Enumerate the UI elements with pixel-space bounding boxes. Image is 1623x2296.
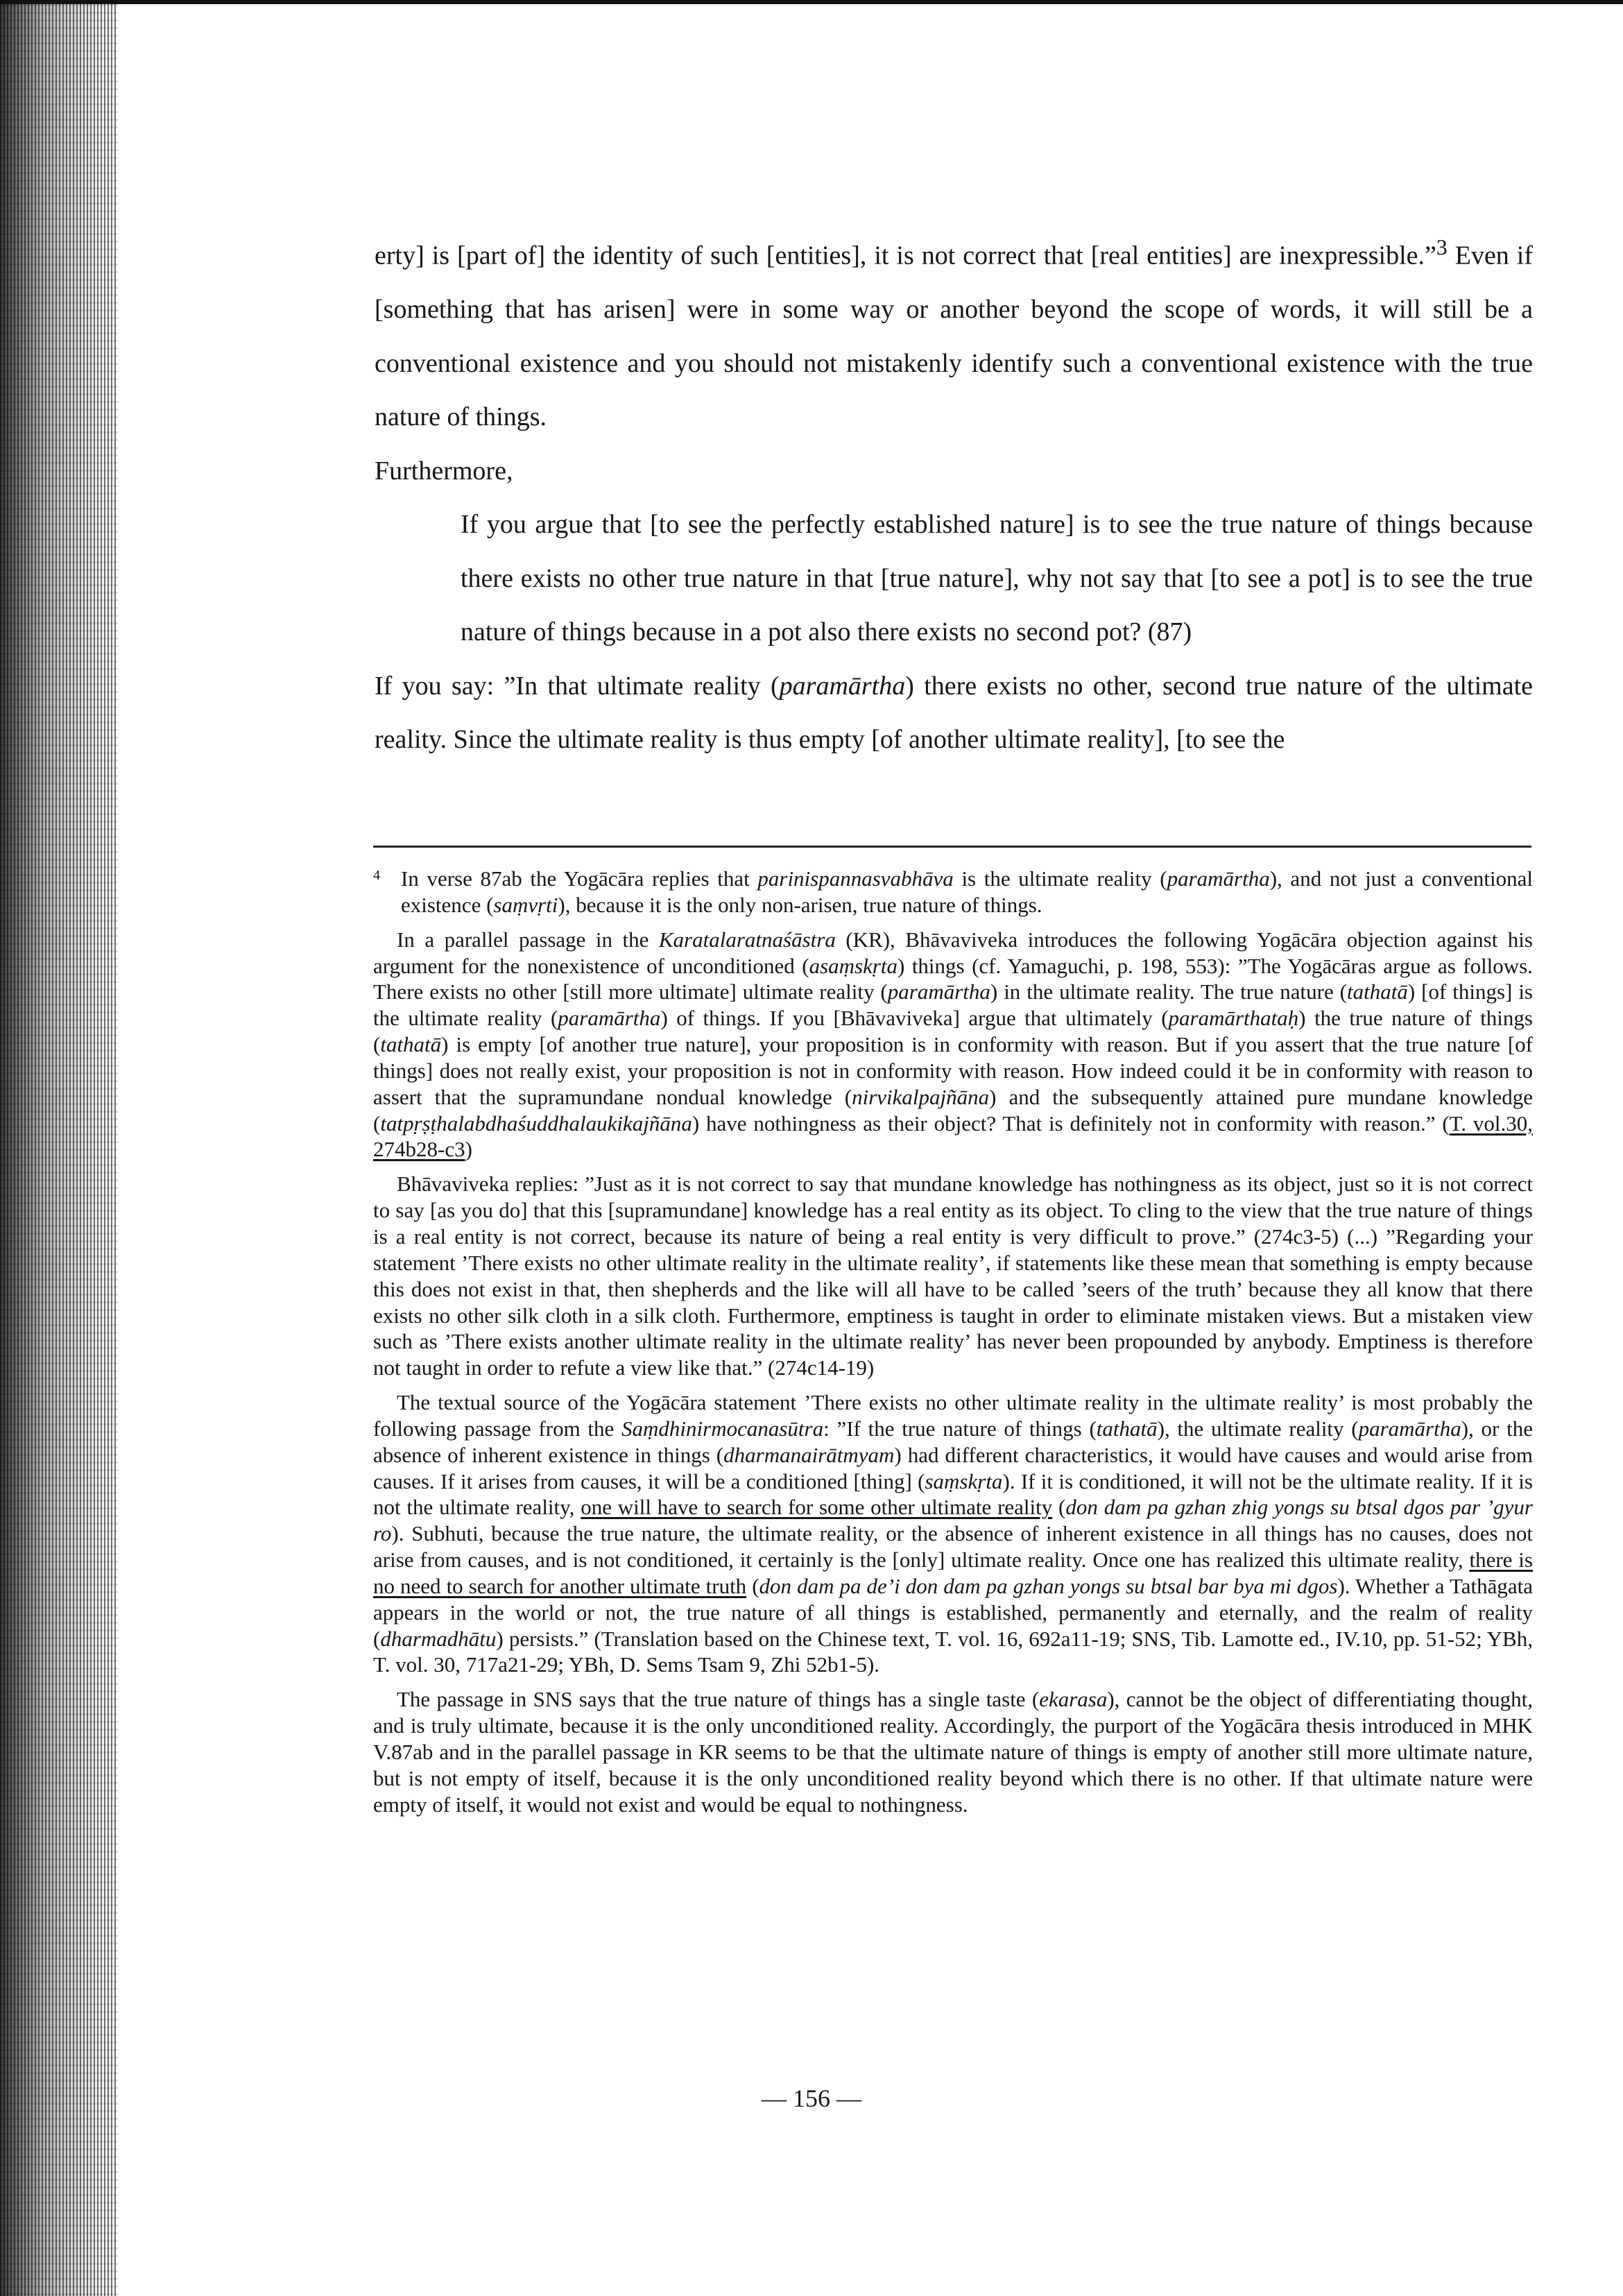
text-run: ) and the subsequently attained pure mundane knowledge ( bbox=[373, 1084, 1533, 1136]
body-paragraph-1 bbox=[375, 221, 1533, 445]
italic-term: parinispannasvabhāva bbox=[757, 866, 954, 891]
footnote-4-bhavaviveka-reply bbox=[373, 1171, 1533, 1381]
text-run: ), because it is the only non-arisen, true nature of things. bbox=[558, 892, 1042, 917]
italic-term: paramārtha bbox=[779, 671, 906, 701]
text-run: ) [of things] is the ultimate reality ( bbox=[373, 979, 1533, 1031]
text-run: ) there exists no other, second true nature of the ultimate reality. Since the ultimate reality is thus empty [of another ultimate reality], [to see the bbox=[375, 671, 1533, 755]
text-run: erty] is [part of] the identity of such [entities], it is not correct that [real entities] are inexpressible.” bbox=[375, 241, 1436, 271]
italic-term: ekarasa bbox=[1039, 1687, 1108, 1712]
text-run: ), and not just a conventional existence ( bbox=[401, 866, 1533, 917]
text-run: The passage in SNS says that the true nature of things has a single taste ( bbox=[397, 1687, 1040, 1712]
italic-term: don dam pa de’i don dam pa gzhan yongs su btsal bar bya mi dgos bbox=[759, 1573, 1338, 1598]
italic-term: tathatā bbox=[1096, 1416, 1158, 1441]
verse-87: If you argue that [to see the perfectly established nature] is to see the true nature of things because there exists no other true nature in that [true nature], why not say that [to see a pot] is to see the true nature of things because in a pot also there exists no second pot? (87) bbox=[461, 510, 1533, 647]
footnote-reference: 3 bbox=[1436, 235, 1448, 259]
body-paragraph-2 bbox=[375, 660, 1533, 767]
italic-term: tathatā bbox=[380, 1032, 442, 1057]
text-run: In a parallel passage in the bbox=[397, 927, 659, 952]
italic-term: paramārtha bbox=[558, 1006, 661, 1031]
text-run: (KR), Bhāvaviveka introduces the following Yogācāra objection against his argument for the nonexistence of unconditioned ( bbox=[373, 927, 1533, 978]
text-run: The textual source of the Yogācāra statement ’There exists no other ultimate reality in the ultimate reality’ is most probably the following passage from the bbox=[373, 1390, 1533, 1441]
text-run: ). Subhuti, because the true nature, the ultimate reality, or the absence of inherent existence in all things has no causes, does not arise from causes, and is not conditioned, it certainly is the [only] ultimate reality. Once one has realized this ultimate reality, bbox=[373, 1521, 1533, 1573]
text-run: In verse 87ab the Yogācāra replies that bbox=[401, 866, 758, 891]
footnote-separator bbox=[373, 846, 1531, 848]
top-border bbox=[0, 0, 1623, 4]
italic-term: saṃskṛta bbox=[925, 1468, 1003, 1493]
italic-term: dharmadhātu bbox=[380, 1626, 497, 1651]
text-run: ). If it is conditioned, it will not be the ultimate reality. If it is not the ultimate reality, bbox=[373, 1468, 1533, 1520]
footnote-4-kr-passage bbox=[373, 927, 1533, 1163]
italic-term: don dam pa gzhan zhig yongs su btsal dgos par ’gyur ro bbox=[373, 1495, 1533, 1546]
italic-term: dharmanairātmyam bbox=[723, 1442, 895, 1467]
text-run: ) is empty [of another true nature], your proposition is in conformity with reason. But if you assert that the true nature [of things] does not really exist, your proposition is not in conformity with reason. How indeed could it be in conformity with reason to assert that the supramundane nondual knowledge ( bbox=[373, 1032, 1533, 1109]
italic-term: tatpṛṣṭhalabdhaśuddhalaukikajñāna bbox=[380, 1111, 692, 1136]
text-run: ) bbox=[465, 1137, 472, 1162]
footnote-marker: 4 bbox=[373, 868, 380, 883]
underlined-text: there is no need to search for another ultimate truth bbox=[373, 1548, 1533, 1598]
italic-term: Saṃdhinirmocanasūtra bbox=[621, 1416, 824, 1441]
italic-term: Karatalaratnaśāstra bbox=[658, 927, 836, 952]
italic-term: paramārtha bbox=[1358, 1416, 1461, 1441]
footnote-4-intro bbox=[373, 866, 1533, 918]
text-run: ( bbox=[746, 1573, 759, 1598]
text-run: is the ultimate reality ( bbox=[953, 866, 1167, 891]
italic-term: paramārtha bbox=[887, 979, 990, 1004]
text-run: ) have nothingness as their object? That is definitely not in conformity with reason.” ( bbox=[692, 1111, 1450, 1136]
underlined-text: one will have to search for some other ultimate reality bbox=[581, 1495, 1053, 1520]
footnotes bbox=[373, 866, 1533, 1826]
underlined-text: T. vol.30, 274b28-c3 bbox=[373, 1111, 1533, 1162]
italic-term: nirvikalpajñāna bbox=[852, 1084, 990, 1109]
page-number: — 156 — bbox=[762, 2084, 861, 2112]
text-run: ) had different characteristics, it would have causes and would arise from causes. If it arises from causes, it will be a conditioned [thing] ( bbox=[373, 1442, 1533, 1493]
text-run: ) persists.” (Translation based on the Chinese text, T. vol. 16, 692a11-19; SNS, Tib. Lamotte ed., IV.10, pp. 51-52; YBh, T. vol. 30, 717a21-29; YBh, D. Sems Tsam 9, Zhi 52b1-5). bbox=[373, 1626, 1533, 1677]
italic-term: saṃvṛti bbox=[493, 892, 558, 917]
text-run: ( bbox=[1052, 1495, 1066, 1520]
text-run: ), cannot be the object of differentiating thought, and is truly ultimate, because it is the only unconditioned reality. Accordingly, the purport of the Yogācāra thesis introduced in MHK V.87ab and in the parallel passage in KR seems to be that the ultimate nature of things is empty of another still more ultimate nature, but is not empty of itself, because it is the only unconditioned reality beyond which there is no other. If that ultimate nature were empty of itself, it would not exist and would be equal to nothingness. bbox=[373, 1687, 1533, 1817]
italic-term: asaṃskṛta bbox=[809, 953, 898, 978]
text-run: ), the ultimate reality ( bbox=[1157, 1416, 1359, 1441]
furthermore-line: Furthermore, bbox=[375, 456, 513, 486]
italic-term: paramārtha bbox=[1167, 866, 1270, 891]
text-run: : ”If the true nature of things ( bbox=[823, 1416, 1097, 1441]
main-text bbox=[375, 221, 1533, 767]
text-run: ) in the ultimate reality. The true nature ( bbox=[990, 979, 1348, 1004]
text-run: Even if [something that has arisen] were in some way or another beyond the scope of words, it will still be a conventional existence and you should not mistakenly identify such a conventional existence with the true nature of things. bbox=[375, 241, 1534, 432]
italic-term: tathatā bbox=[1347, 979, 1408, 1004]
binding-edge bbox=[0, 4, 118, 2296]
text-run: ) the true nature of things ( bbox=[373, 1006, 1533, 1057]
text-run: ) of things. If you [Bhāvaviveka] argue that ultimately ( bbox=[660, 1006, 1169, 1031]
text-run: ). Whether a Tathāgata appears in the world or not, the true nature of all things is established, permanently and eternally, and the realm of reality ( bbox=[373, 1573, 1533, 1651]
text-run: Bhāvaviveka replies: ”Just as it is not correct to say that mundane knowledge has nothingness as its object, just so it is not correct to say [as you do] that this [supramundane] knowledge has a real entity as its object. To cling to the view that the true nature of things is a real entity is not correct, because its nature of being a real entity is very difficult to prove.” (274c3-5) (...) ”Regarding your statement ’There exists no other ultimate reality in the ultimate reality’, if statements like these mean that something is empty because this does not exist in that, then shepherds and the like will all have to be called ’seers of the truth’ because they all know that there exists no other silk cloth in a silk cloth. Furthermore, emptiness is taught in order to eliminate mistaken views. But a mistaken view such as ’There exists another ultimate reality in the ultimate reality’ has never been propounded by anybody. Emptiness is therefore not taught in order to refute a view like that.” (274c14-19) bbox=[373, 1172, 1533, 1380]
footnote-4-conclusion bbox=[373, 1686, 1533, 1817]
footnote-4-sns-source bbox=[373, 1389, 1533, 1678]
text-run: If you say: ”In that ultimate reality ( bbox=[375, 671, 780, 701]
text-run: ) things (cf. Yamaguchi, p. 198, 553): ”The Yogācāras argue as follows. There exists no other [still more ultimate] ultimate reality ( bbox=[373, 953, 1534, 1004]
italic-term: paramārthataḥ bbox=[1168, 1006, 1299, 1031]
text-run: ), or the absence of inherent existence in things ( bbox=[373, 1416, 1533, 1467]
footnote-4-intro-text bbox=[401, 866, 1533, 917]
